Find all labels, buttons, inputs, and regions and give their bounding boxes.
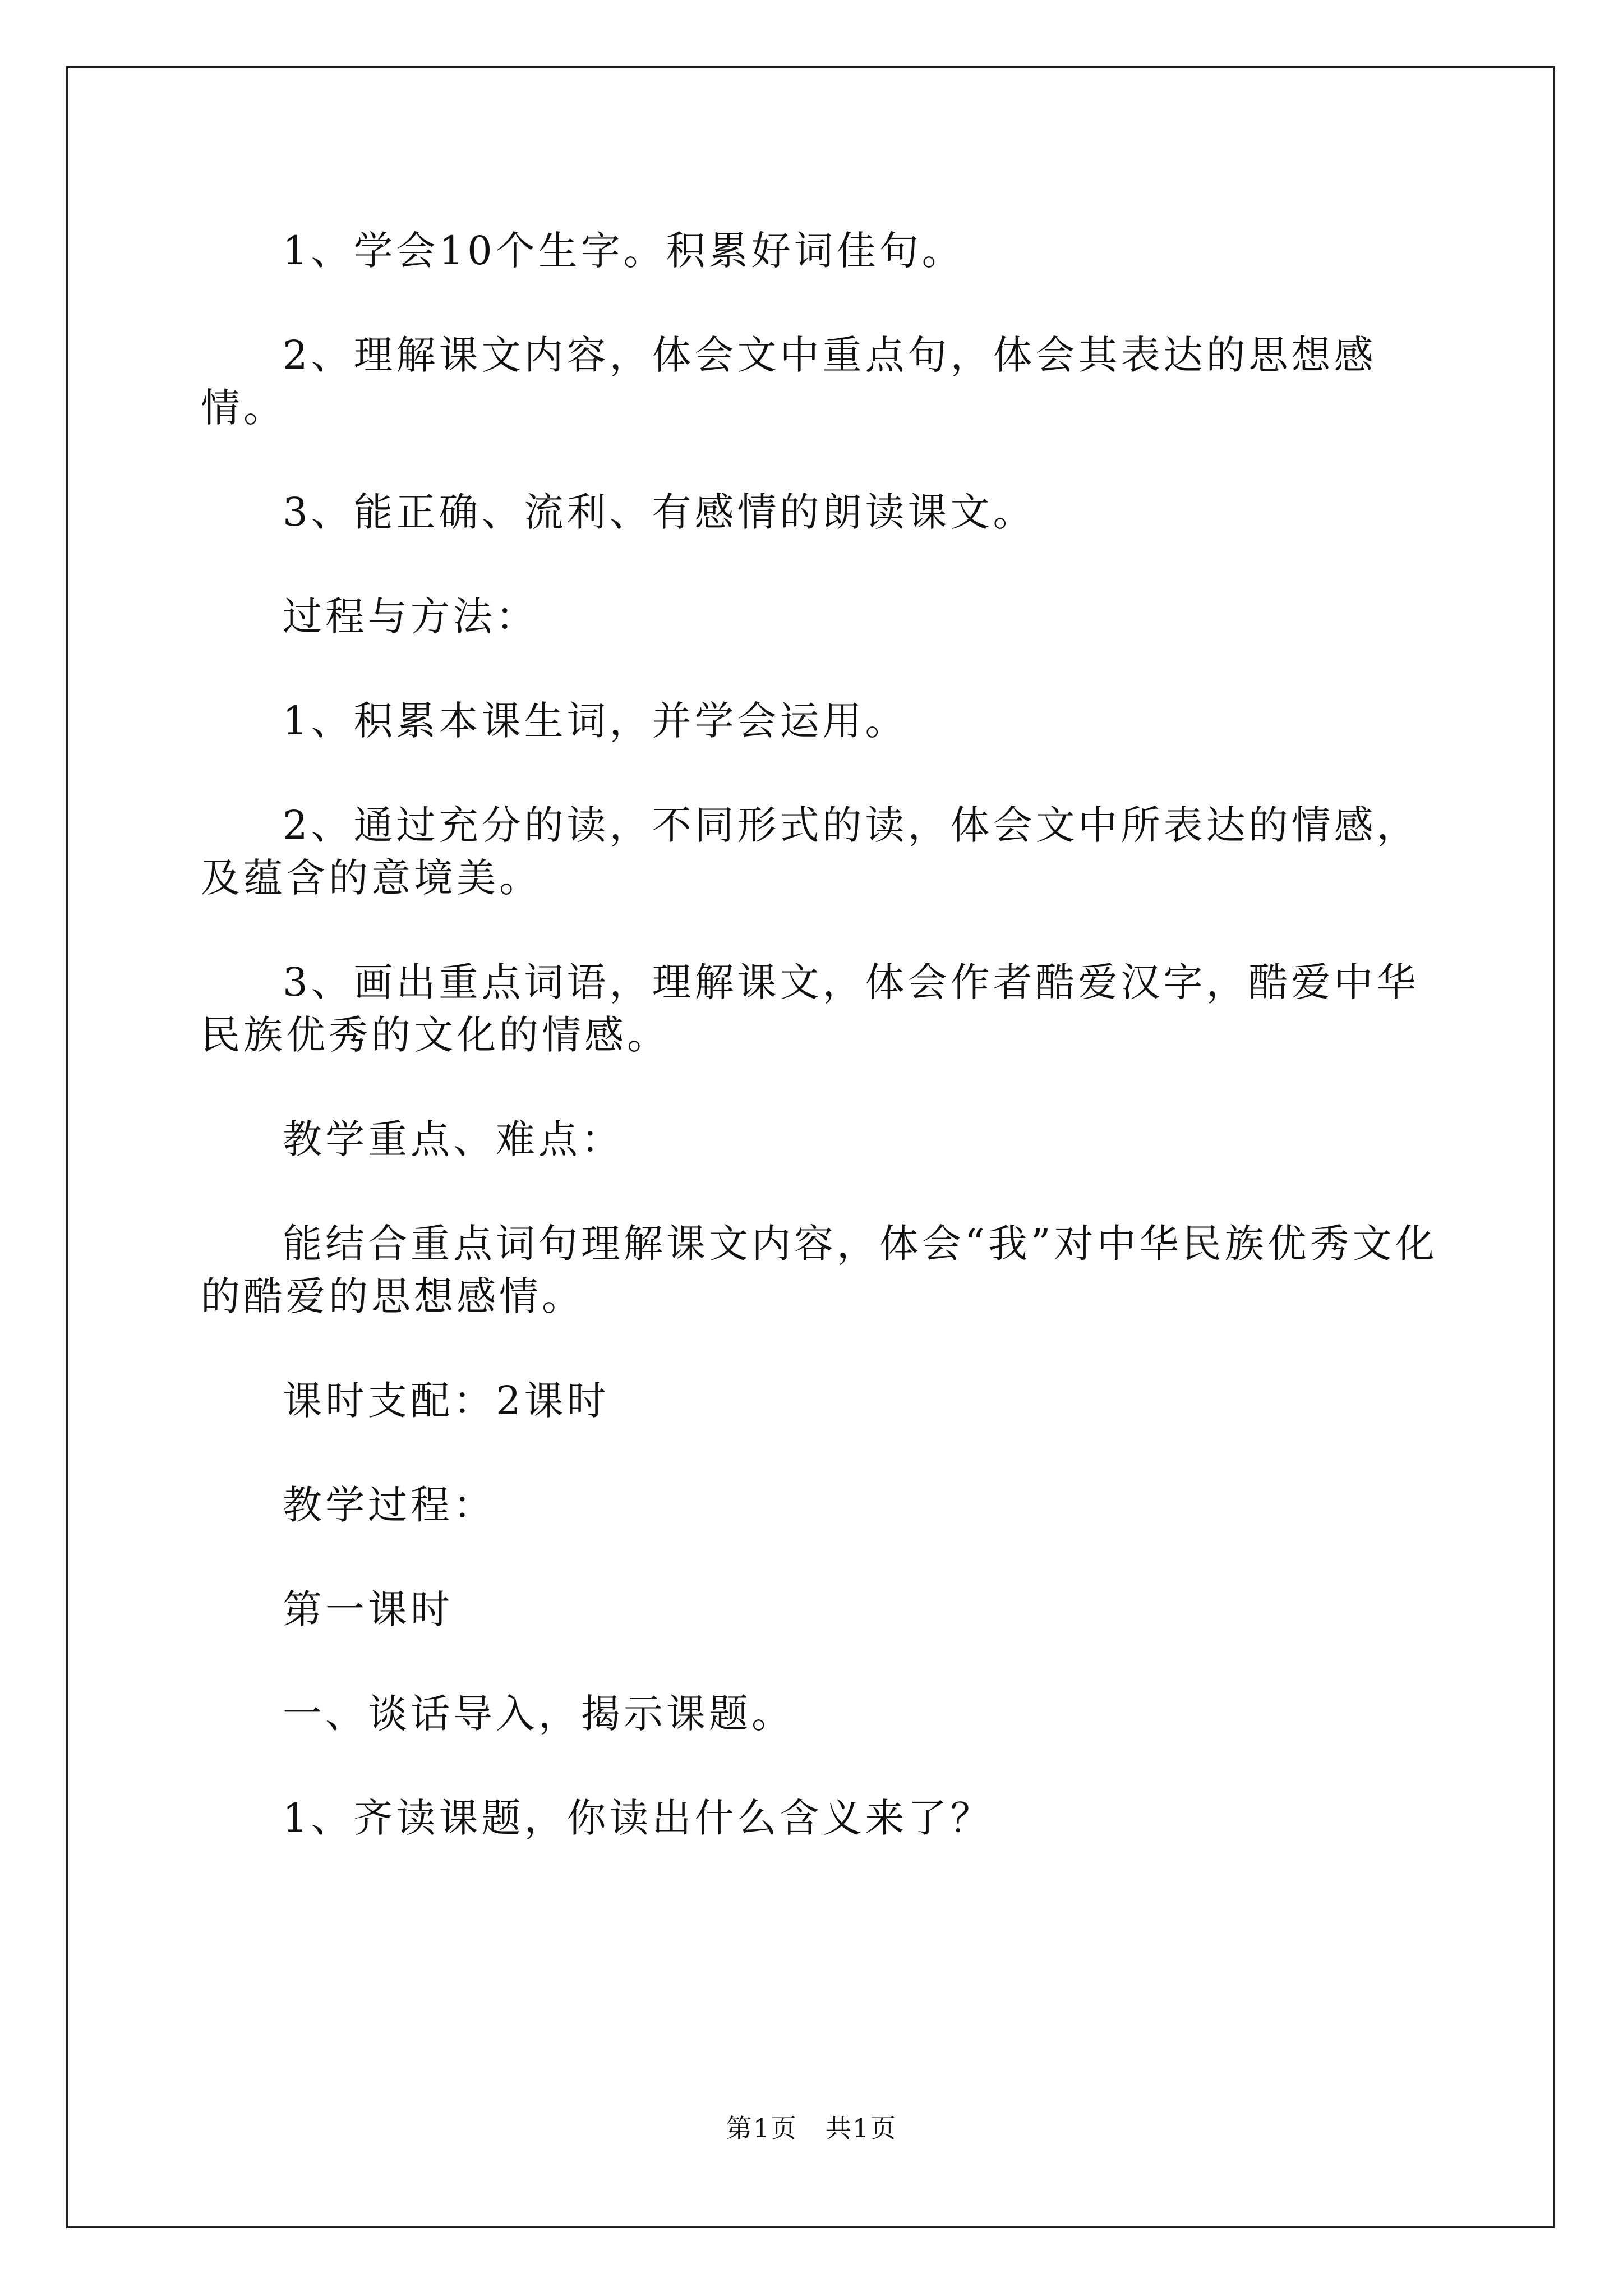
document-body	[201, 224, 1440, 1844]
lesson-heading: 第一课时	[283, 1586, 453, 1632]
paragraph-1: 1、学会10个生字。积累好词佳句。	[283, 228, 965, 274]
section-heading-teaching-process: 教学过程：	[283, 1482, 496, 1528]
page-number: 第1页	[726, 2113, 798, 2143]
class-hours: 课时支配：2课时	[283, 1378, 610, 1424]
section-heading-key-points: 教学重点、难点：	[283, 1116, 624, 1162]
paragraph-4: 1、积累本课生词，并学会运用。	[283, 698, 908, 744]
section-heading-process-method: 过程与方法：	[283, 593, 538, 639]
paragraph-6: 3、画出重点词语，理解课文，体会作者酷爱汉字，酷爱中华民族优秀的文化的情感。	[201, 959, 1419, 1058]
page-footer	[0, 2111, 1623, 2145]
paragraph-3: 3、能正确、流利、有感情的朗读课文。	[283, 489, 1036, 535]
paragraph-7: 能结合重点词句理解课文内容，体会“我”对中华民族优秀文化的酷爱的思想感情。	[201, 1221, 1438, 1319]
paragraph-5: 2、通过充分的读，不同形式的读，体会文中所表达的情感，及蕴含的意境美。	[201, 802, 1419, 901]
step-heading: 一、谈话导入，揭示课题。	[283, 1691, 794, 1737]
paragraph-2: 2、理解课文内容，体会文中重点句，体会其表达的思想感情。	[201, 332, 1377, 431]
paragraph-8: 1、齐读课题，你读出什么含义来了？	[283, 1795, 993, 1841]
page-total: 共1页	[825, 2113, 897, 2143]
